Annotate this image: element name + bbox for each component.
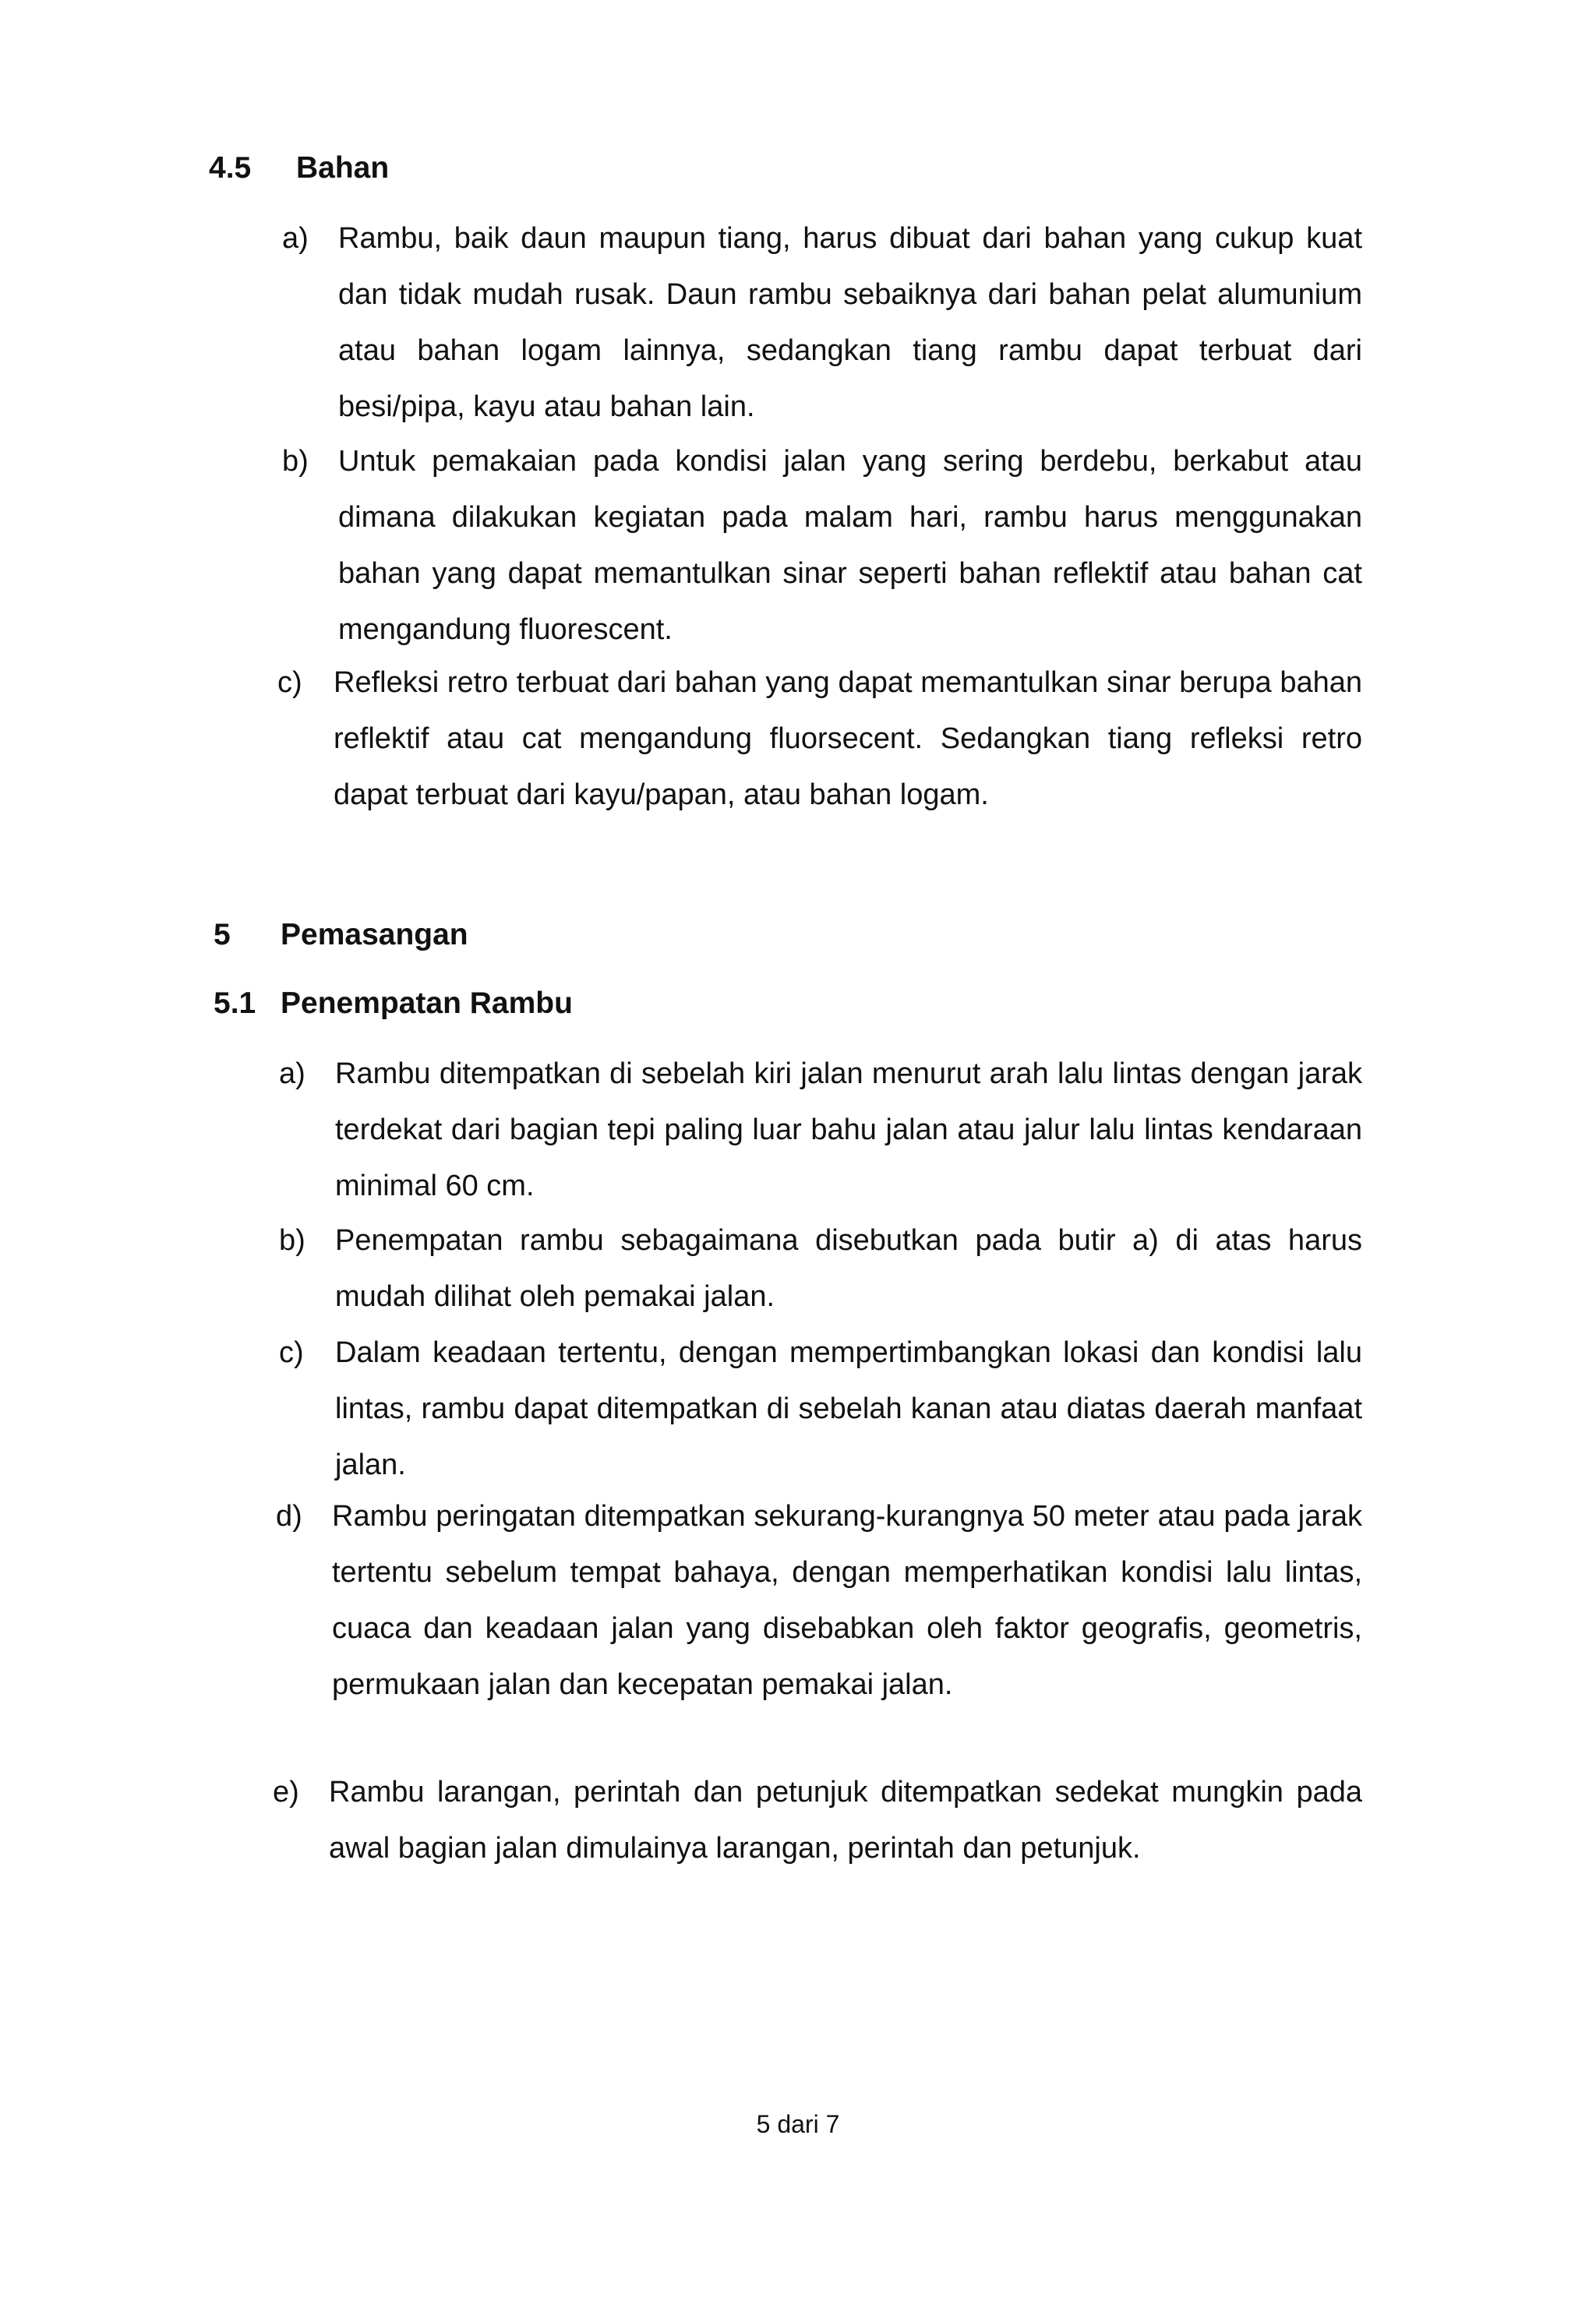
list-item <box>276 1488 1362 1773</box>
list-item <box>279 1325 1362 1496</box>
list-item-text: Dalam keadaan tertentu, dengan mempertimbangkan lokasi dan kondisi lalu lintas, rambu dapat ditempatkan di sebelah kanan atau diatas daerah manfaat jalan. <box>335 1336 1362 1481</box>
list-item <box>273 1764 1362 1936</box>
list-item-label: b) <box>282 445 309 478</box>
list-item <box>282 433 1362 659</box>
list-item <box>277 655 1362 826</box>
section-title: Bahan <box>296 151 390 185</box>
section-number: 5 <box>214 918 231 951</box>
list-item-text: Rambu peringatan ditempatkan sekurang-kurangnya 50 meter atau pada jarak tertentu sebelum tempat bahaya, dengan memperhatikan kondisi lalu lintas, cuaca dan keadaan jalan yang disebabkan oleh faktor geografis, geometris, permukaan jalan dan kecepatan pemakai jalan. <box>332 1500 1362 1701</box>
section-title: Pemasangan <box>281 918 468 951</box>
page-number: 5 dari 7 <box>756 2110 840 2138</box>
list-item <box>279 1212 1362 1329</box>
section-heading-5-1 <box>214 988 573 1018</box>
list-item-text: Penempatan rambu sebagaimana disebutkan pada butir a) di atas harus mudah dilihat oleh pemakai jalan. <box>335 1224 1362 1313</box>
section-heading-5 <box>214 919 468 950</box>
list-item-text: Rambu larangan, perintah dan petunjuk ditempatkan sedekat mungkin pada awal bagian jalan dimulainya larangan, perintah dan petunjuk. <box>329 1776 1362 1865</box>
list-item <box>282 210 1362 436</box>
list-item-label: d) <box>276 1500 302 1533</box>
list-item-label: b) <box>279 1224 305 1257</box>
list-item-label: a) <box>282 222 309 255</box>
list-item-label: c) <box>279 1336 304 1369</box>
list-item-text: Rambu, baik daun maupun tiang, harus dibuat dari bahan yang cukup kuat dan tidak mudah rusak. Daun rambu sebaiknya dari bahan pelat alumunium atau bahan logam lainnya, sedangkan tiang rambu dapat terbuat dari besi/pipa, kayu atau bahan lain. <box>338 222 1362 423</box>
list-item-text: Untuk pemakaian pada kondisi jalan yang sering berdebu, berkabut atau dimana dilakukan kegiatan pada malam hari, rambu harus menggunakan bahan yang dapat memantulkan sinar seperti bahan reflektif atau bahan cat mengandung fluorescent. <box>338 445 1362 646</box>
list-item-label: a) <box>279 1057 305 1090</box>
list-item-text: Refleksi retro terbuat dari bahan yang dapat memantulkan sinar berupa bahan reflektif atau cat mengandung fluorsecent. Sedangkan tiang refleksi retro dapat terbuat dari kayu/papan, atau bahan logam. <box>334 666 1362 811</box>
section-heading-4-5 <box>209 153 389 183</box>
list-item-label: c) <box>277 666 302 699</box>
list-item-label: e) <box>273 1776 299 1809</box>
list-item <box>279 1046 1362 1217</box>
section-title: Penempatan Rambu <box>281 986 573 1020</box>
section-number: 5.1 <box>214 986 256 1020</box>
list-item-text: Rambu ditempatkan di sebelah kiri jalan menurut arah lalu lintas dengan jarak terdekat dari bagian tepi paling luar bahu jalan atau jalur lalu lintas kendaraan minimal 60 cm. <box>335 1057 1362 1202</box>
section-number: 4.5 <box>209 151 252 185</box>
